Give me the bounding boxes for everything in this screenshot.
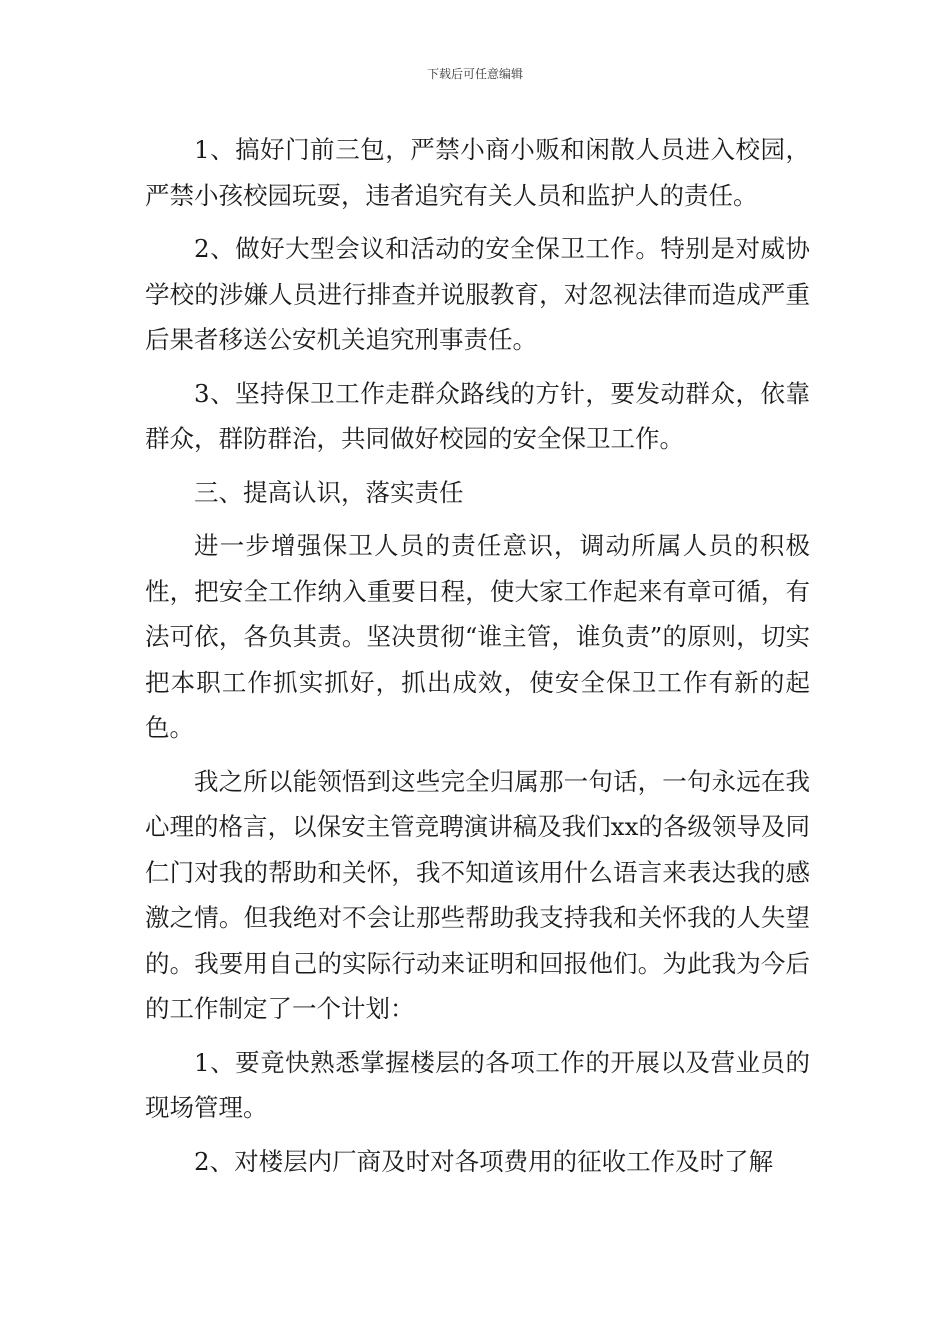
section-heading: 三、提高认识，落实责任 [194, 477, 464, 507]
paragraph-1: 1、搞好门前三包，严禁小商小贩和闲散人员进入校园，严禁小孩校园玩耍，违者追究有关人员和监护人的责任。 [145, 135, 810, 210]
paragraph-3: 3、坚持保卫工作走群众路线的方针，要发动群众，依靠群众，群防群治，共同做好校园的安全保卫工作。 [145, 378, 810, 453]
paragraph-2: 2、做好大型会议和活动的安全保卫工作。特别是对威协学校的涉嫌人员进行排查并说服教育，对忽视法律而造成严重后果者移送公安机关追究刑事责任。 [145, 234, 810, 354]
document-body [145, 127, 810, 1192]
paragraph-7: 2、对楼层内厂商及时对各项费用的征收工作及时了解 [194, 1146, 774, 1176]
page-header-note: 下载后可任意编辑 [426, 67, 523, 81]
paragraph-4: 进一步增强保卫人员的责任意识，调动所属人员的积极性，把安全工作纳入重要日程，使大家工作起来有章可循，有法可依，各负其责。坚决贯彻“谁主管，谁负责”的原则，切实把本职工作抓实抓好，抓出成效，使安全保卫工作有新的起色。 [145, 531, 810, 742]
paragraph-5: 我之所以能领悟到这些完全归属那一句话，一句永远在我心理的格言，以保安主管竞聘演讲稿及我们xx的各级领导及同仁门对我的帮助和关怀，我不知道该用什么语言来表达我的感激之情。但我绝对不会让那些帮助我支持我和关怀我的人失望的。我要用自己的实际行动来证明和回报他们。为此我为今后的工作制定了一个计划： [145, 766, 810, 1023]
paragraph-6: 1、要竟快熟悉掌握楼层的各项工作的开展以及营业员的现场管理。 [145, 1047, 810, 1122]
